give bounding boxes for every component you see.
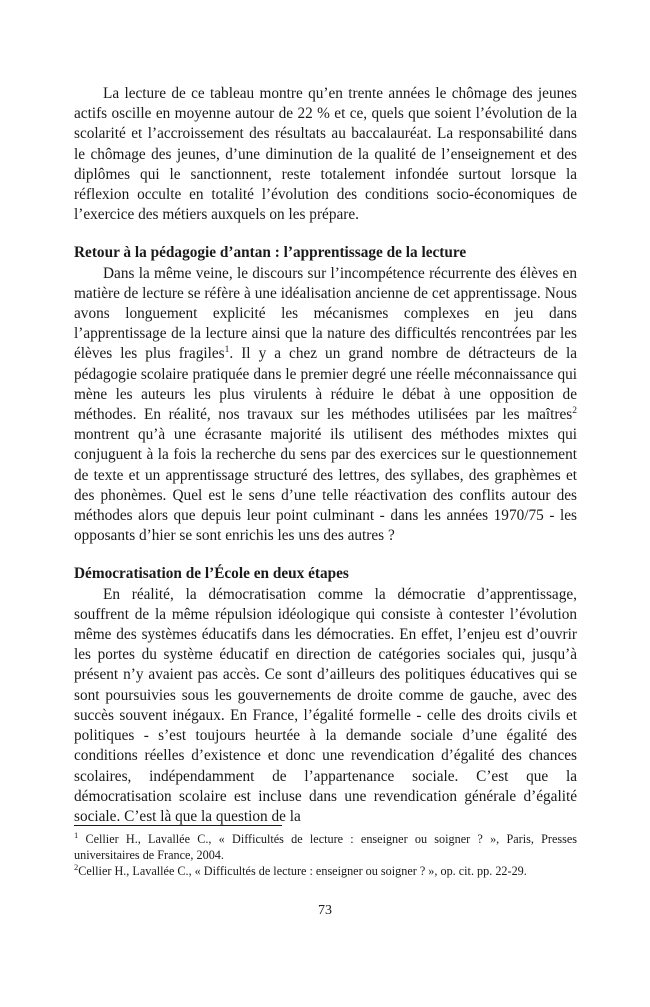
paragraph-lecture-part-2: . Il y a chez un grand nombre de détracteurs de la pédagogie scolaire pratiquée dans le premier degré une réelle méconnaissance qui mène les auteurs les plus virulents à réduire le débat à une opposition de méthodes. En réalité, nos travaux sur les méthodes utilisées par les maîtres — [74, 345, 577, 424]
footnote-1 — [74, 831, 577, 863]
paragraph-intro: La lecture de ce tableau montre qu’en trente années le chômage des jeunes actifs oscille en moyenne autour de 22 % et ce, quels que soient l’évolution de la scolarité et l’accroissement des résultats au baccalauréat. La responsabilité dans le chômage des jeunes, d’une diminution de la qualité de l’enseignement et des diplômes qui le sanctionnent, reste totalement infondée surtout lorsque la réflexion occulte en totalité l’évolution des conditions socio-économiques de l’exercice des métiers auxquels on les prépare. — [74, 85, 577, 224]
paragraph-lecture-part-3: montrent qu’à une écrasante majorité ils utilisent des méthodes mixtes qui conjuguent à la fois la recherche du sens par des exercices sur le questionnement de texte et un apprentissage structuré des lettres, des syllabes, des graphèmes et des phonèmes. Quel est le sens d’une telle réactivation des conflits autour des méthodes alors que depuis leur point culminant - dans les années 1970/75 - les opposants d’hier se sont enrichis les uns des autres ? — [74, 426, 577, 545]
footnote-ref-1: 1 — [224, 345, 230, 356]
footnote-2 — [74, 863, 577, 879]
paragraph-lecture-part-1: Dans la même veine, le discours sur l’incompétence récurrente des élèves en matière de lecture se réfère à une idéalisation ancienne de cet apprentissage. Nous avons longuement explicité les mécanismes complexes en jeu dans l’apprentissage de la lecture ainsi que la nature des difficultés rencontrées par les élèves les plus fragiles — [74, 264, 577, 363]
page-number: 73 — [318, 903, 332, 918]
footnotes — [74, 831, 577, 879]
paragraph-lecture — [74, 264, 577, 547]
paragraph-democratisation: En réalité, la démocratisation comme la démocratie d’apprentissage, souffrent de la même répulsion idéologique qui consiste à contester l’évolution même des systèmes éducatifs dans les démocraties. En effet, l’enjeu est d’ouvrir les portes du système éducatif en direction de catégories sociales qui, jusqu’à présent n’y avaient pas accès. Ce sont d’ailleurs des politiques éducatives qui se sont poursuivies sous les gouvernements de droite comme de gauche, avec des succès souvent inégaux. En France, l’égalité formelle - celle des droits civils et politiques - s’est toujours heurtée à la demande sociale d’une égalité des conditions réelles d’existence et donc une revendication d’égalité des chances scolaires, indépendamment de l’appartenance sociale. C’est que la démocratisation scolaire est incluse dans une revendication générale d’égalité sociale. C’est là que la question de la — [74, 585, 577, 825]
section-heading-democratisation: Démocratisation de l’École en deux étapes — [74, 565, 349, 583]
footnote-marker-1: 1 — [74, 830, 79, 840]
page-body — [74, 84, 577, 827]
footnote-text-2: Cellier H., Lavallée C., « Difficultés de lecture : enseigner ou soigner ? », op. cit. pp. 22-29. — [78, 864, 527, 878]
section-spacer — [74, 225, 577, 243]
footnote-divider — [74, 825, 282, 826]
footnote-ref-2: 2 — [572, 406, 577, 417]
section-spacer — [74, 546, 577, 564]
footnote-marker-2: 2 — [74, 862, 79, 872]
section-heading-lecture: Retour à la pédagogie d’antan : l’apprentissage de la lecture — [74, 244, 467, 262]
footnote-text-1: Cellier H., Lavallée C., « Difficultés de lecture : enseigner ou soigner ? », Paris, Presses universitaires de France, 2004. — [74, 832, 577, 862]
